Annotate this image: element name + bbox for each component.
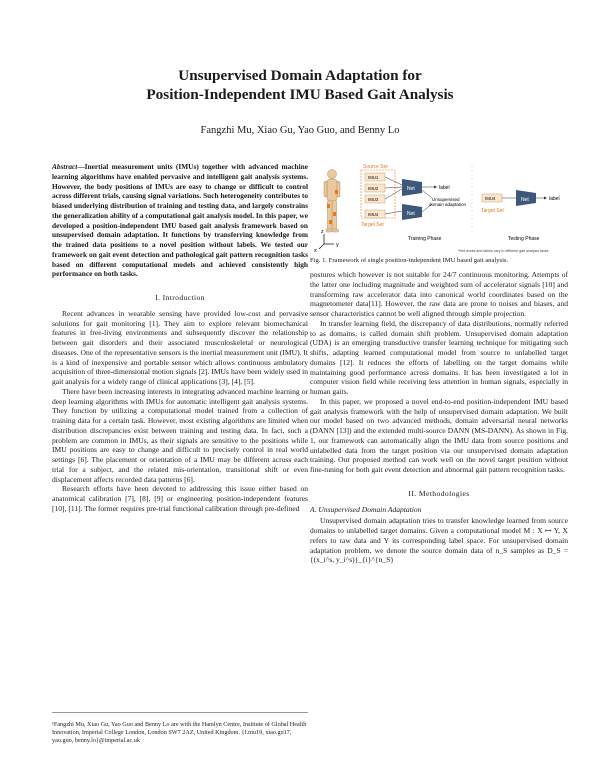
- abstract-lead: Abstract: [52, 162, 78, 171]
- imu-label-2: IMU2: [368, 186, 379, 191]
- footnote: ¹Fangzhi Mu, Xiao Gu, Yao Guo and Benny Lo are with the Hamlyn Centre, Institute of Global Health Innovation, Imperial College London, London SW7 2AZ, United Kingdom. {f.mu19, xiao.gu17, yao.guo, benny.lo}@imperial.ac.uk: [52, 712, 308, 745]
- training-phase-label: Training Phase: [408, 236, 442, 242]
- abstract-text: —Inertial measurement units (IMUs) together with advanced machine learning algorithms have enabled pervasive and intelligent gait analysis systems. However, the body positions of IMUs are easy to change or difficult to control across different trials, causing signal variations. Such heterogeneity contributes to biased underlying distribution of training and testing data, and largely constrains the generalization ability of a computational gait analysis model. In this paper, we developed a position-independent IMU based gait analysis framework based on unsupervised domain adaptation. It functions by transferring knowledge from the trained data positions to a novel position without labels. We tested our framework on gait event detection and pathological gait pattern recognition tasks based on different computational models and achieved consistently high performance on both tasks.: [52, 162, 309, 279]
- title-line-2: Position-Independent IMU Based Gait Analysis: [146, 86, 454, 103]
- imu-stack: [365, 173, 385, 218]
- testing-phase-label: Testing Phase: [508, 236, 540, 242]
- right-paragraph-1: postures which however is not suitable for 24/7 continuous monitoring. Attempts of the latter one including magnitude and weighted sum of accelerator signals [10] and transforming raw accelerator data into canonical world coordinates based on the magnetometer data[11]. However, the raw data are prone to noises and biases, and sensor characteristics cannot be well aligned through simple projection.: [310, 270, 568, 318]
- intro-paragraph-1: Recent advances in wearable sensing have provided low-cost and pervasive solutions for gait monitoring [1]. They aim to explore relevant biomechanical features in free-living environments and subsequently discover the relationship between gait disorders and their associated musculoskeletal or neurological diseases. One of the representative sensors is the inertial measurement unit (IMU). It is a kind of inexpensive and portable sensor which allows continuous ambulatory acquisition of three-dimensional motion signals [2]. IMUs have been widely used in gait analysis for a widely range of clinical applications [3], [4], [5].: [52, 308, 308, 386]
- test-imu-label: IMU4: [485, 196, 496, 201]
- author-list: Fangzhi Mu, Xiao Gu, Yao Guo, and Benny Lo: [200, 125, 400, 136]
- axis-x-label: x: [314, 248, 317, 254]
- imu-label-3: IMU3: [368, 197, 379, 202]
- intro-paragraph-2: There have been increasing interests in integrating advanced machine learning or deep learning algorithms with IMUs for automatic intelligent gait analysis systems. They function by utilizing a computational model trained from a collection of training data for a certain task. However, most existing algorithms are limited when distribution discrepancies exist between training and testing data. In fact, such a problem are common in IMUs, as their signals are sensitive to the positions while IMU positions are easy to change and difficult to precisely control in real world settings [6]. The placement or orientation of a IMU may be different across each trial for a subject, and the related mis-orientation, transitional shift or even displacement affects recorded data patterns [6].: [52, 386, 308, 484]
- framework-diagram: [310, 160, 568, 258]
- axis-z-label: z: [321, 229, 324, 235]
- training-net-lower: [402, 204, 422, 220]
- imu-label-4: IMU4: [368, 212, 379, 217]
- figure-caption: Fig. 1. Framework of single position-independent IMU based gait analysis.: [310, 257, 509, 264]
- axis-y-label: y: [336, 242, 339, 248]
- label-output-train: label: [439, 185, 450, 191]
- uda-text-1: Unsupervised: [432, 197, 460, 202]
- uda-text-2: domain adaptation: [429, 202, 467, 207]
- right-paragraph-2: In transfer learning field, the discrepancy of data distributions, normally referred to as domains, is called domain shift problem. Unsupervised domain adaptation (UDA) is an emerging transductive transfer learning technique for mitigating such shifts, adapting learned computational model from source to unlabelled target domains [12]. It reduces the efforts of labelling on the target domains while maintaining good performance across domains. It has been investigated a lot in computer vision field while receiving less attention in human signals, especially in human gaits.: [310, 318, 568, 396]
- source-set-label: Source Set: [363, 164, 388, 170]
- methods-paragraph-1: Unsupervised domain adaptation tries to transfer knowledge learned from source domains to unlabelled target domains. Given a computational model M : X ↦ Y, X refers to raw data and Y its corresponding label space. For unsupervised domain adaptation problem, we denote the source domain data of n_S samples as D_S = {(x_i^s, y_i^s)}_{i}^{n_S}: [310, 516, 568, 565]
- paper-title: [0, 66, 600, 104]
- figure-note: *Net works and labels vary in different gait analysis tasks: [458, 249, 549, 253]
- training-net-upper: [402, 179, 422, 196]
- figure-1: [310, 160, 568, 258]
- intro-paragraph-3: Research efforts have been devoted to addressing this issue either based on anatomical calibration [7], [8], [9] or engineering position-independent features [10], [11]. The former requires pre-trial functional calibration through pre-defined: [52, 484, 308, 513]
- left-column: [52, 162, 308, 514]
- target-set-label: Target Set: [361, 222, 384, 228]
- abstract: [52, 162, 308, 279]
- imu-label-1: IMU1: [368, 175, 379, 180]
- label-output-test: label: [549, 196, 560, 202]
- section-heading-introduction: I. Introduction: [155, 293, 205, 302]
- section-heading-methodologies: II. Methodologies: [408, 488, 470, 498]
- target-set-label-test: Target Set: [481, 208, 504, 214]
- net-label-upper: Net: [407, 186, 415, 192]
- axes-icon: [319, 234, 334, 249]
- net-label-lower: Net: [407, 211, 415, 217]
- right-column: [310, 270, 568, 565]
- testing-net: [516, 190, 536, 206]
- right-paragraph-3: In this paper, we proposed a novel end-to-end position-independent IMU based gait analysis framework with the help of unsupervised domain adaptation. We built our model based on two advanced methods, domain adversarial neural networks (DANN [13]) and the extended multi-source DANN (MS-DANN). As shown in Fig. 1, our framework can automatically align the IMU data from source positions and unlabelled data from the target position via our unsupervised domain adaptation training. Our proposed method can work well on the novel target position without fine-tuning for both gait event detection and abnormal gait pattern recognition tasks.: [310, 396, 568, 474]
- net-label-test: Net: [521, 197, 529, 203]
- title-line-1: Unsupervised Domain Adaptation for: [178, 67, 422, 84]
- subsection-heading-uda: A. Unsupervised Domain Adaptation: [310, 504, 422, 514]
